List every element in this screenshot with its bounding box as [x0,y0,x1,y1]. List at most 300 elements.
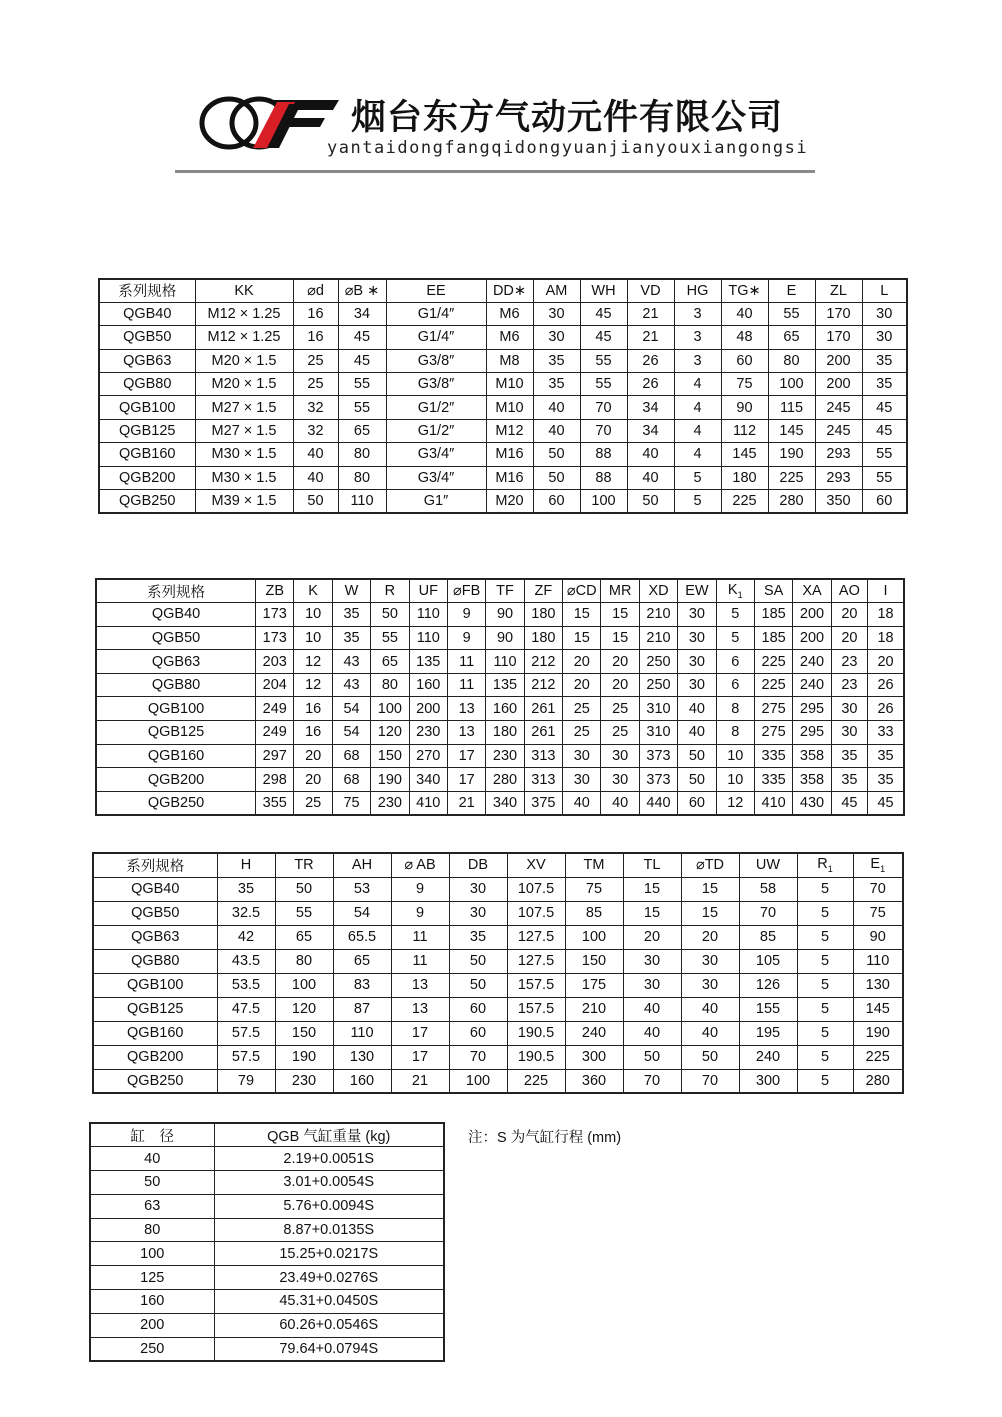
value-cell: 65 [338,419,386,442]
value-cell: 210 [639,603,677,627]
column-header: 系列规格 [96,579,256,603]
value-cell: 80 [371,673,409,697]
value-cell: 55 [580,373,627,396]
value-cell: 355 [256,791,294,815]
value-cell: 100 [768,373,815,396]
value-cell: 55 [371,626,409,650]
value-cell: 240 [739,1045,797,1069]
value-cell: 34 [627,419,674,442]
column-header: I [868,579,904,603]
table-row [93,997,903,1021]
value-cell: 100 [565,925,623,949]
value-cell: 70 [623,1069,681,1093]
column-header: HG [674,279,721,302]
value-cell: 30 [533,326,580,349]
table-row [93,877,903,901]
value-cell: 25 [601,697,639,721]
value-cell: 70 [681,1069,739,1093]
value-cell: 50 [678,768,716,792]
value-cell: 70 [580,396,627,419]
value-cell: 30 [862,302,907,325]
value-cell: 310 [639,697,677,721]
value-cell: 110 [338,490,386,513]
value-cell: 50 [627,490,674,513]
value-cell: 45 [338,349,386,372]
value-cell: 261 [524,721,562,745]
value-cell: 375 [524,791,562,815]
value-cell: 26 [868,697,904,721]
value-cell: 85 [739,925,797,949]
value-cell: 55 [862,443,907,466]
value-cell: 145 [721,443,768,466]
value-cell: 261 [524,697,562,721]
value-cell: 45 [580,302,627,325]
value-cell: 79.64+0.0794S [214,1337,444,1361]
value-cell: 50 [681,1045,739,1069]
value-cell: 35 [533,349,580,372]
column-header: ⌀TD [681,853,739,877]
value-cell: M8 [486,349,533,372]
value-cell: 280 [768,490,815,513]
value-cell: 45 [580,326,627,349]
value-cell: 10 [716,744,754,768]
column-header: EW [678,579,716,603]
value-cell: 25 [563,697,601,721]
column-header: W [332,579,370,603]
value-cell: M30 × 1.5 [195,466,293,489]
value-cell: 21 [447,791,485,815]
value-cell: 180 [486,721,524,745]
table-row [96,791,904,815]
model-cell: QGB250 [93,1069,217,1093]
value-cell: 55 [275,901,333,925]
column-header: UF [409,579,447,603]
value-cell: 35 [868,768,904,792]
model-cell: 125 [90,1266,214,1290]
value-cell: 17 [447,744,485,768]
value-cell: 16 [294,697,332,721]
value-cell: 75 [853,901,903,925]
value-cell: 45 [338,326,386,349]
table-row [99,396,907,419]
table-body [90,1123,444,1361]
value-cell: 190.5 [507,1021,565,1045]
column-header: ZF [524,579,562,603]
value-cell: 23 [831,650,867,674]
value-cell: 212 [524,650,562,674]
value-cell: 160 [486,697,524,721]
value-cell: 53.5 [217,973,275,997]
column-header: 系列规格 [99,279,195,302]
value-cell: 30 [678,626,716,650]
value-cell: 20 [294,768,332,792]
table-header-row [93,853,903,877]
value-cell: 3.01+0.0054S [214,1171,444,1195]
value-cell: 293 [815,466,862,489]
column-header: UW [739,853,797,877]
value-cell: 410 [754,791,792,815]
dimension-table-3 [92,852,904,1094]
table-header-row [90,1123,444,1147]
value-cell: 45 [862,419,907,442]
value-cell: 12 [294,650,332,674]
value-cell: 45 [862,396,907,419]
value-cell: M6 [486,302,533,325]
value-cell: 30 [862,326,907,349]
table-row [93,901,903,925]
value-cell: 18 [868,626,904,650]
value-cell: 8 [716,697,754,721]
value-cell: 35 [868,744,904,768]
value-cell: 15 [681,877,739,901]
column-header: VD [627,279,674,302]
value-cell: 60 [862,490,907,513]
value-cell: 340 [409,768,447,792]
value-cell: 280 [853,1069,903,1093]
value-cell: G1/4″ [386,326,486,349]
value-cell: 313 [524,768,562,792]
column-header: E [768,279,815,302]
model-cell: QGB100 [93,973,217,997]
table-row [90,1171,444,1195]
value-cell: 180 [721,466,768,489]
value-cell: 297 [256,744,294,768]
dimension-table-2 [95,578,905,816]
value-cell: 225 [507,1069,565,1093]
value-cell: 155 [739,997,797,1021]
value-cell: 107.5 [507,901,565,925]
value-cell: 275 [754,697,792,721]
value-cell: 160 [333,1069,391,1093]
value-cell: 180 [524,603,562,627]
value-cell: 20 [601,673,639,697]
table-header-row [96,579,904,603]
column-header: WH [580,279,627,302]
value-cell: G1/2″ [386,419,486,442]
value-cell: 130 [333,1045,391,1069]
model-cell: QGB63 [99,349,195,372]
value-cell: 225 [853,1045,903,1069]
value-cell: 40 [601,791,639,815]
value-cell: M27 × 1.5 [195,419,293,442]
value-cell: 185 [754,626,792,650]
column-header: R [371,579,409,603]
value-cell: 11 [391,949,449,973]
value-cell: 249 [256,721,294,745]
table-row [90,1313,444,1337]
value-cell: 100 [275,973,333,997]
value-cell: 30 [831,697,867,721]
value-cell: 40 [293,443,338,466]
value-cell: 300 [739,1069,797,1093]
value-cell: 50 [275,877,333,901]
value-cell: 80 [338,466,386,489]
column-header: ⌀d [293,279,338,302]
value-cell: 50 [449,973,507,997]
column-header: QGB 气缸重量 (kg) [214,1123,444,1147]
value-cell: 110 [409,603,447,627]
value-cell: 55 [768,302,815,325]
column-header: XD [639,579,677,603]
value-cell: 135 [486,673,524,697]
value-cell: 80 [275,949,333,973]
value-cell: 5 [797,1069,853,1093]
value-cell: 250 [639,673,677,697]
value-cell: 230 [409,721,447,745]
value-cell: 75 [721,373,768,396]
value-cell: 230 [371,791,409,815]
value-cell: 35 [449,925,507,949]
value-cell: 5 [797,1045,853,1069]
value-cell: 5 [797,949,853,973]
value-cell: 30 [623,973,681,997]
value-cell: 30 [623,949,681,973]
value-cell: 340 [486,791,524,815]
value-cell: 83 [333,973,391,997]
value-cell: 20 [601,650,639,674]
value-cell: M12 × 1.25 [195,326,293,349]
value-cell: 190 [853,1021,903,1045]
value-cell: 110 [333,1021,391,1045]
column-header: XV [507,853,565,877]
value-cell: G1/2″ [386,396,486,419]
value-cell: 50 [293,490,338,513]
value-cell: 230 [275,1069,333,1093]
table-row [96,721,904,745]
value-cell: 350 [815,490,862,513]
value-cell: 70 [449,1045,507,1069]
value-cell: 240 [565,1021,623,1045]
column-header: ZB [256,579,294,603]
value-cell: 26 [868,673,904,697]
model-cell: QGB63 [96,650,256,674]
model-cell: QGB160 [99,443,195,466]
value-cell: 110 [486,650,524,674]
column-header: AO [831,579,867,603]
model-cell: QGB160 [96,744,256,768]
table-row [99,490,907,513]
column-header: H [217,853,275,877]
value-cell: 20 [681,925,739,949]
value-cell: 60 [449,997,507,1021]
value-cell: 50 [623,1045,681,1069]
value-cell: 173 [256,603,294,627]
value-cell: 212 [524,673,562,697]
value-cell: 358 [793,744,831,768]
value-cell: 295 [793,721,831,745]
value-cell: 34 [627,396,674,419]
value-cell: 10 [294,603,332,627]
value-cell: 150 [275,1021,333,1045]
model-cell: QGB40 [96,603,256,627]
value-cell: 43.5 [217,949,275,973]
value-cell: 57.5 [217,1045,275,1069]
value-cell: 200 [409,697,447,721]
table-row [90,1218,444,1242]
value-cell: 200 [815,373,862,396]
value-cell: 145 [768,419,815,442]
value-cell: 32 [293,419,338,442]
value-cell: 40 [678,721,716,745]
model-cell: QGB200 [96,768,256,792]
value-cell: 54 [332,721,370,745]
value-cell: M10 [486,396,533,419]
value-cell: 20 [563,673,601,697]
value-cell: 225 [754,673,792,697]
table-row [96,768,904,792]
model-cell: 63 [90,1194,214,1218]
table-row [96,697,904,721]
value-cell: 25 [293,349,338,372]
value-cell: 15 [601,626,639,650]
value-cell: 45 [868,791,904,815]
value-cell: 50 [449,949,507,973]
column-header: ⌀CD [563,579,601,603]
value-cell: 16 [293,302,338,325]
value-cell: 298 [256,768,294,792]
value-cell: 20 [831,626,867,650]
value-cell: 21 [391,1069,449,1093]
value-cell: 15 [563,626,601,650]
value-cell: 40 [678,697,716,721]
value-cell: 15 [563,603,601,627]
model-cell: QGB200 [99,466,195,489]
value-cell: 310 [639,721,677,745]
value-cell: 50 [678,744,716,768]
value-cell: 35 [831,744,867,768]
value-cell: 30 [681,949,739,973]
value-cell: 120 [275,997,333,1021]
table-row [93,925,903,949]
model-cell: 100 [90,1242,214,1266]
value-cell: 110 [853,949,903,973]
dimension-table-1 [98,278,908,514]
company-name-cn: 烟台东方气动元件有限公司 [351,98,784,138]
value-cell: 440 [639,791,677,815]
value-cell: 50 [371,603,409,627]
value-cell: 100 [371,697,409,721]
column-header: DB [449,853,507,877]
value-cell: M39 × 1.5 [195,490,293,513]
value-cell: 30 [601,768,639,792]
value-cell: 21 [627,326,674,349]
value-cell: 50 [533,466,580,489]
value-cell: 4 [674,443,721,466]
table-row [96,603,904,627]
value-cell: 190 [371,768,409,792]
value-cell: 5 [716,603,754,627]
table-row [96,626,904,650]
column-header: KK [195,279,293,302]
table-row [93,1021,903,1045]
value-cell: 204 [256,673,294,697]
table-body [93,853,903,1093]
value-cell: 65 [371,650,409,674]
value-cell: 9 [391,877,449,901]
value-cell: 17 [447,768,485,792]
value-cell: 20 [623,925,681,949]
value-cell: 35 [332,626,370,650]
column-header: 系列规格 [93,853,217,877]
model-cell: QGB100 [96,697,256,721]
value-cell: 5 [797,925,853,949]
model-cell: QGB80 [99,373,195,396]
column-header: ⌀FB [447,579,485,603]
value-cell: 275 [754,721,792,745]
value-cell: 65 [275,925,333,949]
table-row [93,949,903,973]
table-row [99,326,907,349]
value-cell: 43 [332,673,370,697]
value-cell: 210 [639,626,677,650]
value-cell: 30 [831,721,867,745]
value-cell: M10 [486,373,533,396]
model-cell: QGB125 [96,721,256,745]
value-cell: 127.5 [507,949,565,973]
value-cell: 10 [294,626,332,650]
value-cell: 40 [627,443,674,466]
value-cell: 23.49+0.0276S [214,1266,444,1290]
value-cell: 240 [793,673,831,697]
value-cell: 58 [739,877,797,901]
model-cell: 40 [90,1147,214,1171]
value-cell: 48 [721,326,768,349]
column-header: ⌀ AB [391,853,449,877]
value-cell: 230 [486,744,524,768]
table-row [99,466,907,489]
value-cell: 5.76+0.0094S [214,1194,444,1218]
value-cell: 9 [391,901,449,925]
value-cell: 30 [678,673,716,697]
value-cell: 40 [623,997,681,1021]
stroke-note: 注：S 为气缸行程 (mm) [468,1130,622,1146]
value-cell: 250 [639,650,677,674]
column-header: SA [754,579,792,603]
value-cell: 210 [565,997,623,1021]
value-cell: M16 [486,466,533,489]
value-cell: 70 [739,901,797,925]
value-cell: 135 [409,650,447,674]
value-cell: 2.19+0.0051S [214,1147,444,1171]
value-cell: 5 [797,1021,853,1045]
value-cell: 57.5 [217,1021,275,1045]
value-cell: 80 [338,443,386,466]
value-cell: 30 [563,768,601,792]
value-cell: 50 [533,443,580,466]
value-cell: 5 [797,901,853,925]
model-cell: QGB63 [93,925,217,949]
weight-table [89,1122,445,1362]
value-cell: 70 [853,877,903,901]
value-cell: 100 [449,1069,507,1093]
value-cell: 175 [565,973,623,997]
value-cell: 90 [721,396,768,419]
value-cell: 127.5 [507,925,565,949]
table-row [99,419,907,442]
value-cell: 6 [716,673,754,697]
value-cell: 65 [333,949,391,973]
value-cell: 5 [797,877,853,901]
column-header: EE [386,279,486,302]
value-cell: 40 [627,466,674,489]
value-cell: 32 [293,396,338,419]
value-cell: M20 [486,490,533,513]
value-cell: 360 [565,1069,623,1093]
value-cell: 4 [674,373,721,396]
value-cell: 68 [332,744,370,768]
model-cell: QGB40 [99,302,195,325]
value-cell: 9 [447,626,485,650]
